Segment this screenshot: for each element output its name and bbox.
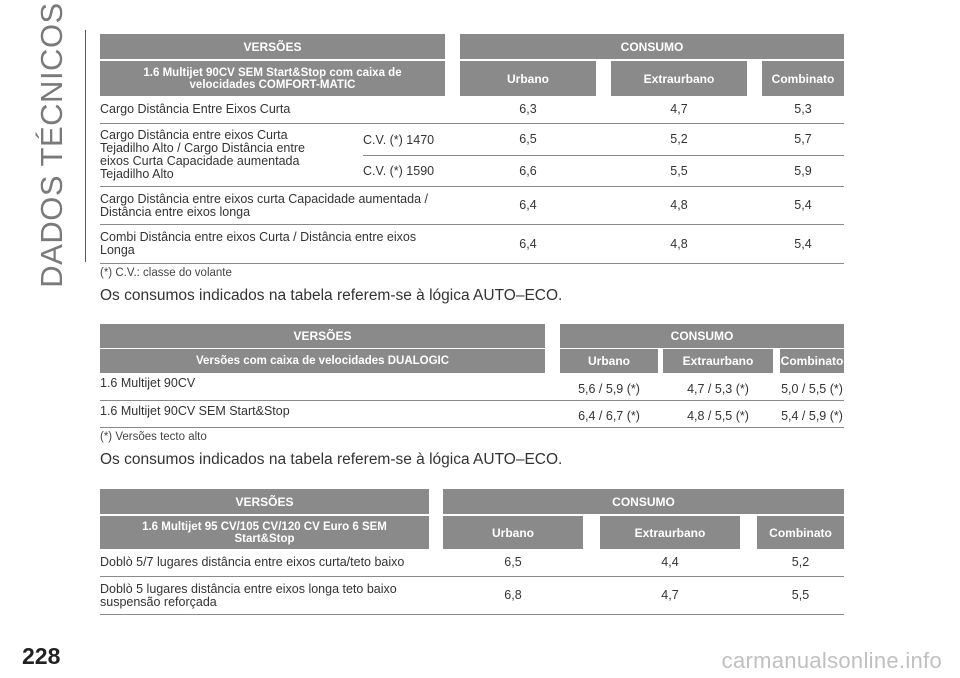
col-urbano: Urbano <box>460 61 596 96</box>
row-label: Cargo Distância entre eixos curta Capacidade aumentada / Distância entre eixos longa <box>100 191 428 219</box>
row-label: Combi Distância entre eixos Curta / Distância entre eixos Longa <box>100 230 417 257</box>
consumption-table-euro6 <box>100 489 844 615</box>
table-subheader-row <box>100 516 844 549</box>
col-combinato: Combinato <box>780 349 844 373</box>
table-row <box>100 401 844 428</box>
value-extraurbano: 4,7 <box>661 588 679 602</box>
sidebar-divider <box>85 30 86 262</box>
value-urbano: 6,4 <box>519 198 537 212</box>
row-label: 1.6 Multijet 90CV SEM Start&Stop <box>100 403 290 418</box>
value-extraurbano: 4,8 <box>670 198 688 212</box>
table-header-row <box>100 324 844 348</box>
value-urbano: 6,5 <box>519 132 537 146</box>
engine-header: 1.6 Multijet 95 CV/105 CV/120 CV Euro 6 SEM Start&Stop <box>100 516 429 549</box>
versions-header: VERSÕES <box>100 34 445 59</box>
footnote: (*) Versões tecto alto <box>100 431 207 443</box>
table-header-row <box>100 34 844 59</box>
col-extraurbano: Extraurbano <box>611 61 747 96</box>
value-extraurbano: 4,8 / 5,5 (*) <box>687 408 749 423</box>
versions-header: VERSÕES <box>100 324 545 348</box>
value-urbano: 6,8 <box>504 588 522 602</box>
table-subheader-row <box>100 349 844 373</box>
value-extraurbano: 4,8 <box>670 236 688 251</box>
value-combinato: 5,2 <box>791 555 810 569</box>
value-urbano: 5,6 / 5,9 (*) <box>578 381 640 396</box>
footnote: (*) C.V.: classe do volante <box>100 267 232 279</box>
value-extraurbano: 5,5 <box>670 163 688 178</box>
engine-header: 1.6 Multijet 90CV SEM Start&Stop com caixa de velocidades COMFORT-MATIC <box>100 61 445 96</box>
col-extraurbano: Extraurbano <box>663 349 773 373</box>
engine-header: Versões com caixa de velocidades DUALOGIC <box>100 349 545 373</box>
row-label: 1.6 Multijet 90CV <box>100 375 196 390</box>
value-combinato: 5,4 <box>794 236 812 251</box>
value-combinato: 5,4 <box>794 198 812 212</box>
remark: Os consumos indicados na tabela referem-se à lógica AUTO–ECO. <box>100 287 563 304</box>
steering-class-1470: C.V. (*) 1470 <box>363 132 435 147</box>
table-row <box>100 187 844 225</box>
value-extraurbano: 4,4 <box>661 555 679 569</box>
table-row <box>100 577 844 615</box>
row-label: Cargo Distância Entre Eixos Curta <box>100 102 291 116</box>
col-urbano: Urbano <box>443 516 583 549</box>
table-subheader-row <box>100 61 844 96</box>
page-number: 228 <box>22 643 61 669</box>
consumption-header: CONSUMO <box>560 324 844 348</box>
remark: Os consumos indicados na tabela referem-se à lógica AUTO–ECO. <box>100 451 563 468</box>
col-urbano: Urbano <box>560 349 658 373</box>
consumption-table-comfortmatic <box>100 34 844 305</box>
table-header-row <box>100 489 844 514</box>
value-combinato: 5,3 <box>794 102 812 116</box>
table-row <box>100 225 844 264</box>
col-combinato: Combinato <box>757 516 844 549</box>
steering-class-1590: C.V. (*) 1590 <box>363 164 435 178</box>
value-urbano: 6,6 <box>519 163 537 178</box>
value-combinato: 5,0 / 5,5 (*) <box>781 381 843 396</box>
table-row-group <box>100 124 844 187</box>
row-label: Cargo Distância entre eixos Curta Tejadilho Alto / Cargo Distância entre eixos Curta Capacidade aumentada Tejadilho Alto <box>100 128 305 181</box>
value-urbano: 6,5 <box>504 555 522 569</box>
value-urbano: 6,4 <box>519 236 537 251</box>
value-extraurbano: 4,7 / 5,3 (*) <box>687 381 749 396</box>
table-row <box>100 96 844 124</box>
col-combinato: Combinato <box>762 61 844 96</box>
value-extraurbano: 5,2 <box>670 132 688 146</box>
consumption-header: CONSUMO <box>460 34 844 59</box>
versions-header: VERSÕES <box>100 489 429 514</box>
row-label: Doblò 5/7 lugares distância entre eixos curta/teto baixo <box>100 555 405 569</box>
value-combinato: 5,4 / 5,9 (*) <box>781 408 843 423</box>
value-extraurbano: 4,7 <box>670 102 688 116</box>
col-extraurbano: Extraurbano <box>600 516 740 549</box>
value-combinato: 5,9 <box>794 163 812 178</box>
value-urbano: 6,3 <box>519 102 537 116</box>
value-urbano: 6,4 / 6,7 (*) <box>578 408 640 423</box>
table-row <box>100 549 844 577</box>
consumption-table-dualogic <box>100 324 844 469</box>
value-combinato: 5,5 <box>791 588 810 602</box>
table-row <box>100 373 844 401</box>
section-title <box>22 2 82 288</box>
watermark: carmanualsonline.info <box>721 648 942 673</box>
row-label: Doblò 5 lugares distância entre eixos longa teto baixo suspensão reforçada <box>100 581 397 609</box>
value-combinato: 5,7 <box>794 132 812 146</box>
section-title-text: DADOS TÉCNICOS <box>34 2 69 288</box>
consumption-header: CONSUMO <box>443 489 844 514</box>
